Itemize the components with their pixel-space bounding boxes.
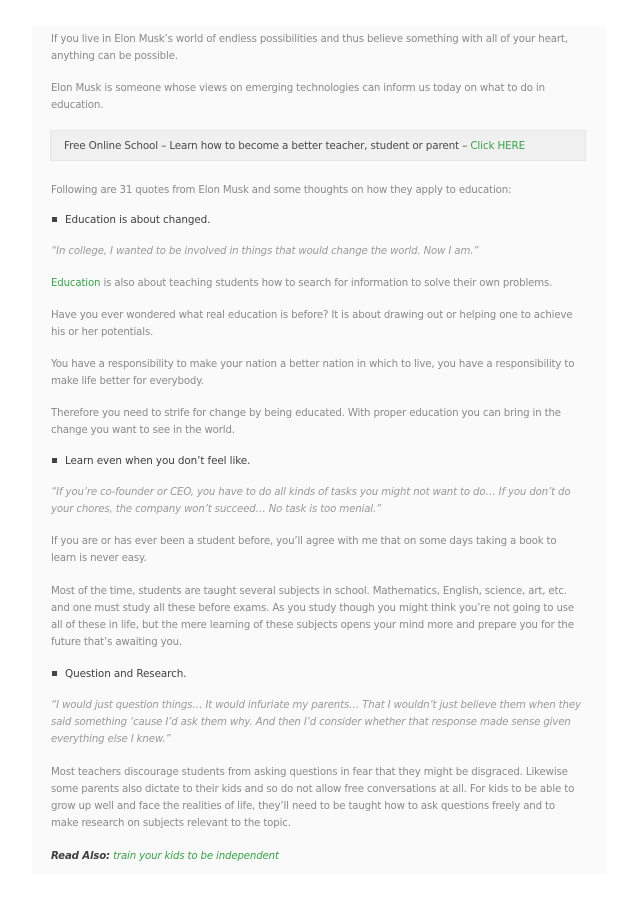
quote-education: “In college, I wanted to be involved in things that would change the world. Now I am.” (51, 246, 479, 257)
section-heading-text: Learn even when you don’t feel like. (65, 455, 251, 467)
section-heading-text: Education is about changed. (65, 214, 211, 226)
section-heading-text: Question and Research. (65, 668, 187, 680)
paragraph-learn-1: If you are or has ever been a student before, you’ll agree with me that on some days taking a book to learn is never easy. (51, 536, 557, 564)
paragraph-question-1: Most teachers discourage students from asking questions in fear that they might be disgraced. Likewise some parents also dictate to their kids and so do not allow free conversations at all. For kids to be able to grow up well and face the realities of life, they’ll need to be taught how to ask questions freely and to make research on subjects relevant to the topic. (51, 767, 575, 829)
read-also (51, 848, 581, 865)
bullet-icon (52, 217, 57, 222)
paragraph-education-1 (51, 275, 581, 292)
paragraph-learn-2: Most of the time, students are taught several subjects in school. Mathematics, English, science, art, etc. and one must study all these before exams. As you study though you might think you’re not going to use all of these in life, but the mere learning of these subjects opens your mind more and prepare you for the future that’s awaiting you. (51, 586, 575, 648)
bullet-icon (52, 458, 57, 463)
paragraph-education-2: Have you ever wondered what real education is before? It is about drawing out or helping one to achieve his or her potentials. (51, 310, 573, 338)
paragraph-text: is also about teaching students how to search for information to solve their own problems. (100, 278, 553, 289)
promo-box (50, 130, 586, 161)
paragraph-education-4: Therefore you need to strife for change by being educated. With proper education you can bring in the change you want to see in the world. (51, 408, 561, 436)
intro-paragraph-1: If you live in Elon Musk’s world of endless possibilities and thus believe something with all of your heart, anything can be possible. (51, 34, 568, 62)
education-link[interactable]: Education (51, 278, 101, 289)
paragraph-education-3: You have a responsibility to make your nation a better nation in which to live, you have a responsibility to make life better for everybody. (51, 359, 575, 387)
section-heading-learn (51, 453, 250, 470)
intro-paragraph-2: Elon Musk is someone whose views on emerging technologies can inform us today on what to do in education. (51, 83, 545, 111)
read-also-label: Read Also: (51, 851, 110, 862)
lead-paragraph: Following are 31 quotes from Elon Musk and some thoughts on how they apply to education: (51, 185, 512, 196)
promo-link[interactable]: Click HERE (470, 140, 526, 152)
section-heading-question (51, 666, 186, 683)
promo-text (64, 138, 525, 154)
quote-question: “I would just question things… It would infuriate my parents… That I wouldn’t just believe them when they said something ‘cause I’d ask them why. And then I’d consider whether that response made sense given everything else I knew.” (51, 700, 581, 745)
read-also-link[interactable]: train your kids to be independent (113, 851, 279, 862)
section-heading-education (51, 212, 210, 229)
bullet-icon (52, 671, 57, 676)
promo-label: Free Online School – Learn how to become a better teacher, student or parent – (64, 140, 471, 152)
quote-learn: “If you’re co-founder or CEO, you have to do all kinds of tasks you might not want to do… If you don’t do your chores, the company won’t succeed… No task is too menial.” (51, 487, 571, 515)
